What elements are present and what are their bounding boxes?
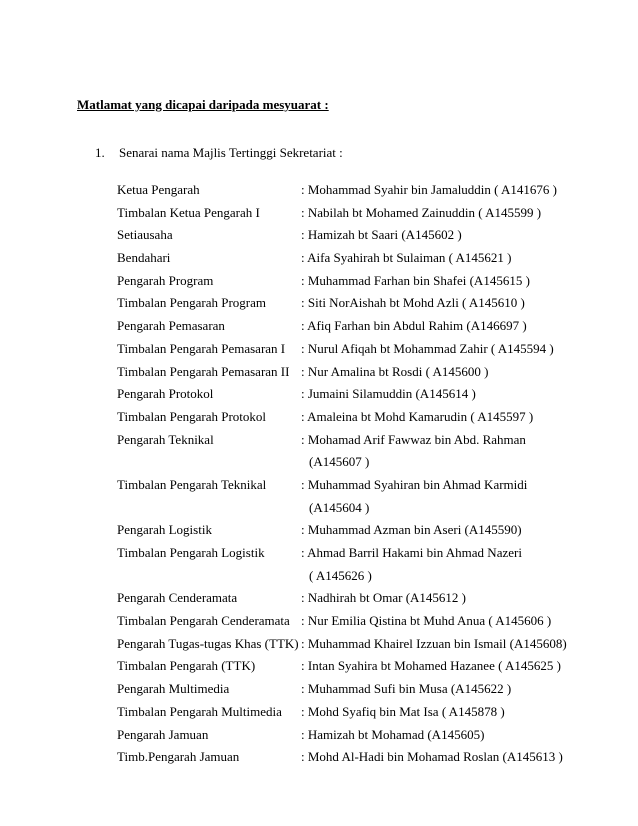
member-role: Pengarah Program <box>117 272 214 288</box>
member-role: Pengarah Logistik <box>117 522 212 538</box>
member-name: : Jumaini Silamuddin (A145614 ) <box>301 386 476 402</box>
member-name-cell <box>301 590 627 606</box>
member-name: : Mohd Syafiq bin Mat Isa ( A145878 ) <box>301 703 505 719</box>
member-name-cell <box>301 295 627 311</box>
member-id-continued: (A145607 ) <box>309 454 370 470</box>
member-role: Pengarah Teknikal <box>117 431 214 447</box>
member-name-cell <box>301 477 627 516</box>
list-item <box>117 681 627 697</box>
list-item <box>117 522 627 538</box>
member-name: : Mohd Al-Hadi bin Mohamad Roslan (A145613 ) <box>301 749 563 765</box>
member-role: Timbalan Pengarah Protokol <box>117 408 267 424</box>
member-role: Timbalan Pengarah Pemasaran I <box>117 340 286 356</box>
member-name-cell <box>301 636 627 652</box>
member-name-cell <box>301 386 627 402</box>
member-role: Timbalan Pengarah Program <box>117 295 266 311</box>
list-item <box>117 250 627 266</box>
list-title: Senarai nama Majlis Tertinggi Sekretariat : <box>119 145 343 160</box>
list-item <box>117 727 627 743</box>
list-item <box>117 658 627 674</box>
list-item <box>117 364 627 380</box>
member-name-cell <box>301 432 627 471</box>
member-name-cell <box>301 318 627 334</box>
list-item <box>117 273 627 289</box>
member-name-cell <box>301 182 627 198</box>
member-name: : Muhammad Khairel Izzuan bin Ismail (A145608) <box>301 635 567 651</box>
member-name-cell <box>301 658 627 674</box>
list-item <box>117 704 627 720</box>
member-name-cell <box>301 681 627 697</box>
member-role: Pengarah Cenderamata <box>117 590 238 606</box>
member-role: Ketua Pengarah <box>117 182 200 197</box>
member-name-cell <box>301 727 627 743</box>
member-role: Bendahari <box>117 250 171 266</box>
member-name-cell <box>301 205 627 221</box>
member-role: Timbalan Ketua Pengarah I <box>117 204 260 220</box>
member-name: : Mohammad Syahir bin Jamaluddin ( A141676 ) <box>301 182 558 197</box>
member-role: Timbalan Pengarah Pemasaran II <box>117 363 290 379</box>
list-item <box>117 295 627 311</box>
member-name-cell <box>301 749 627 765</box>
member-name: : Amaleina bt Mohd Kamarudin ( A145597 ) <box>301 408 534 424</box>
member-role: Timbalan Pengarah Logistik <box>117 545 265 560</box>
member-id-continued: ( A145626 ) <box>309 567 372 583</box>
list-item <box>117 749 627 765</box>
member-name: : Siti NorAishah bt Mohd Azli ( A145610 ) <box>301 295 525 311</box>
member-name: : Muhammad Syahiran bin Ahmad Karmidi <box>301 476 528 492</box>
member-name: : Hamizah bt Mohamad (A145605) <box>301 726 485 742</box>
member-name-cell <box>301 409 627 425</box>
list-item <box>117 386 627 402</box>
member-role: Timbalan Pengarah Teknikal <box>117 476 267 492</box>
list-item <box>117 318 627 334</box>
section-heading: Matlamat yang dicapai daripada mesyuarat : <box>77 97 329 112</box>
member-name: : Afiq Farhan bin Abdul Rahim (A146697 ) <box>301 318 527 334</box>
member-name: : Intan Syahira bt Mohamed Hazanee ( A145625 ) <box>301 658 561 674</box>
list-item <box>117 409 627 425</box>
member-name: : Nurul Afiqah bt Mohammad Zahir ( A145594 ) <box>301 340 554 356</box>
member-name-cell <box>301 704 627 720</box>
member-role: Pengarah Multimedia <box>117 681 230 697</box>
list-item <box>117 590 627 606</box>
member-name: : Aifa Syahirah bt Sulaiman ( A145621 ) <box>301 250 512 266</box>
member-role: Timbalan Pengarah Multimedia <box>117 703 282 719</box>
member-name: : Nur Amalina bt Rosdi ( A145600 ) <box>301 363 489 379</box>
member-role: Pengarah Protokol <box>117 386 214 402</box>
committee-list <box>117 182 627 772</box>
member-role: Setiausaha <box>117 227 173 243</box>
member-role: Pengarah Pemasaran <box>117 318 225 334</box>
member-name-cell <box>301 613 627 629</box>
member-name: : Nabilah bt Mohamed Zainuddin ( A145599 ) <box>301 204 542 220</box>
member-role: Timbalan Pengarah (TTK) <box>117 658 256 674</box>
list-item <box>117 613 627 629</box>
member-name: : Mohamad Arif Fawwaz bin Abd. Rahman <box>301 431 526 447</box>
list-item <box>117 341 627 357</box>
member-name-cell <box>301 364 627 380</box>
member-id-continued: (A145604 ) <box>309 499 370 515</box>
member-name: : Muhammad Farhan bin Shafei (A145615 ) <box>301 272 530 288</box>
member-name: : Muhammad Sufi bin Musa (A145622 ) <box>301 681 512 697</box>
member-name-cell <box>301 545 627 584</box>
list-item <box>117 432 627 471</box>
list-item <box>117 227 627 243</box>
list-number: 1. <box>95 145 105 160</box>
member-name: : Muhammad Azman bin Aseri (A145590) <box>301 522 522 538</box>
member-role: Timbalan Pengarah Cenderamata <box>117 613 290 629</box>
member-role: Pengarah Tugas-tugas Khas (TTK) <box>117 635 299 651</box>
member-name: : Ahmad Barril Hakami bin Ahmad Nazeri <box>301 545 522 560</box>
member-name: : Hamizah bt Saari (A145602 ) <box>301 227 462 243</box>
member-name: : Nadhirah bt Omar (A145612 ) <box>301 590 466 606</box>
member-name: : Nur Emilia Qistina bt Muhd Anua ( A145606 ) <box>301 613 552 629</box>
list-item <box>117 636 627 652</box>
list-item <box>117 477 627 516</box>
member-name-cell <box>301 273 627 289</box>
member-name-cell <box>301 250 627 266</box>
member-role: Pengarah Jamuan <box>117 726 209 742</box>
member-name-cell <box>301 341 627 357</box>
list-item <box>117 545 627 584</box>
member-name-cell <box>301 522 627 538</box>
list-item <box>117 205 627 221</box>
member-name-cell <box>301 227 627 243</box>
list-item <box>117 182 627 198</box>
member-role: Timb.Pengarah Jamuan <box>117 749 240 765</box>
